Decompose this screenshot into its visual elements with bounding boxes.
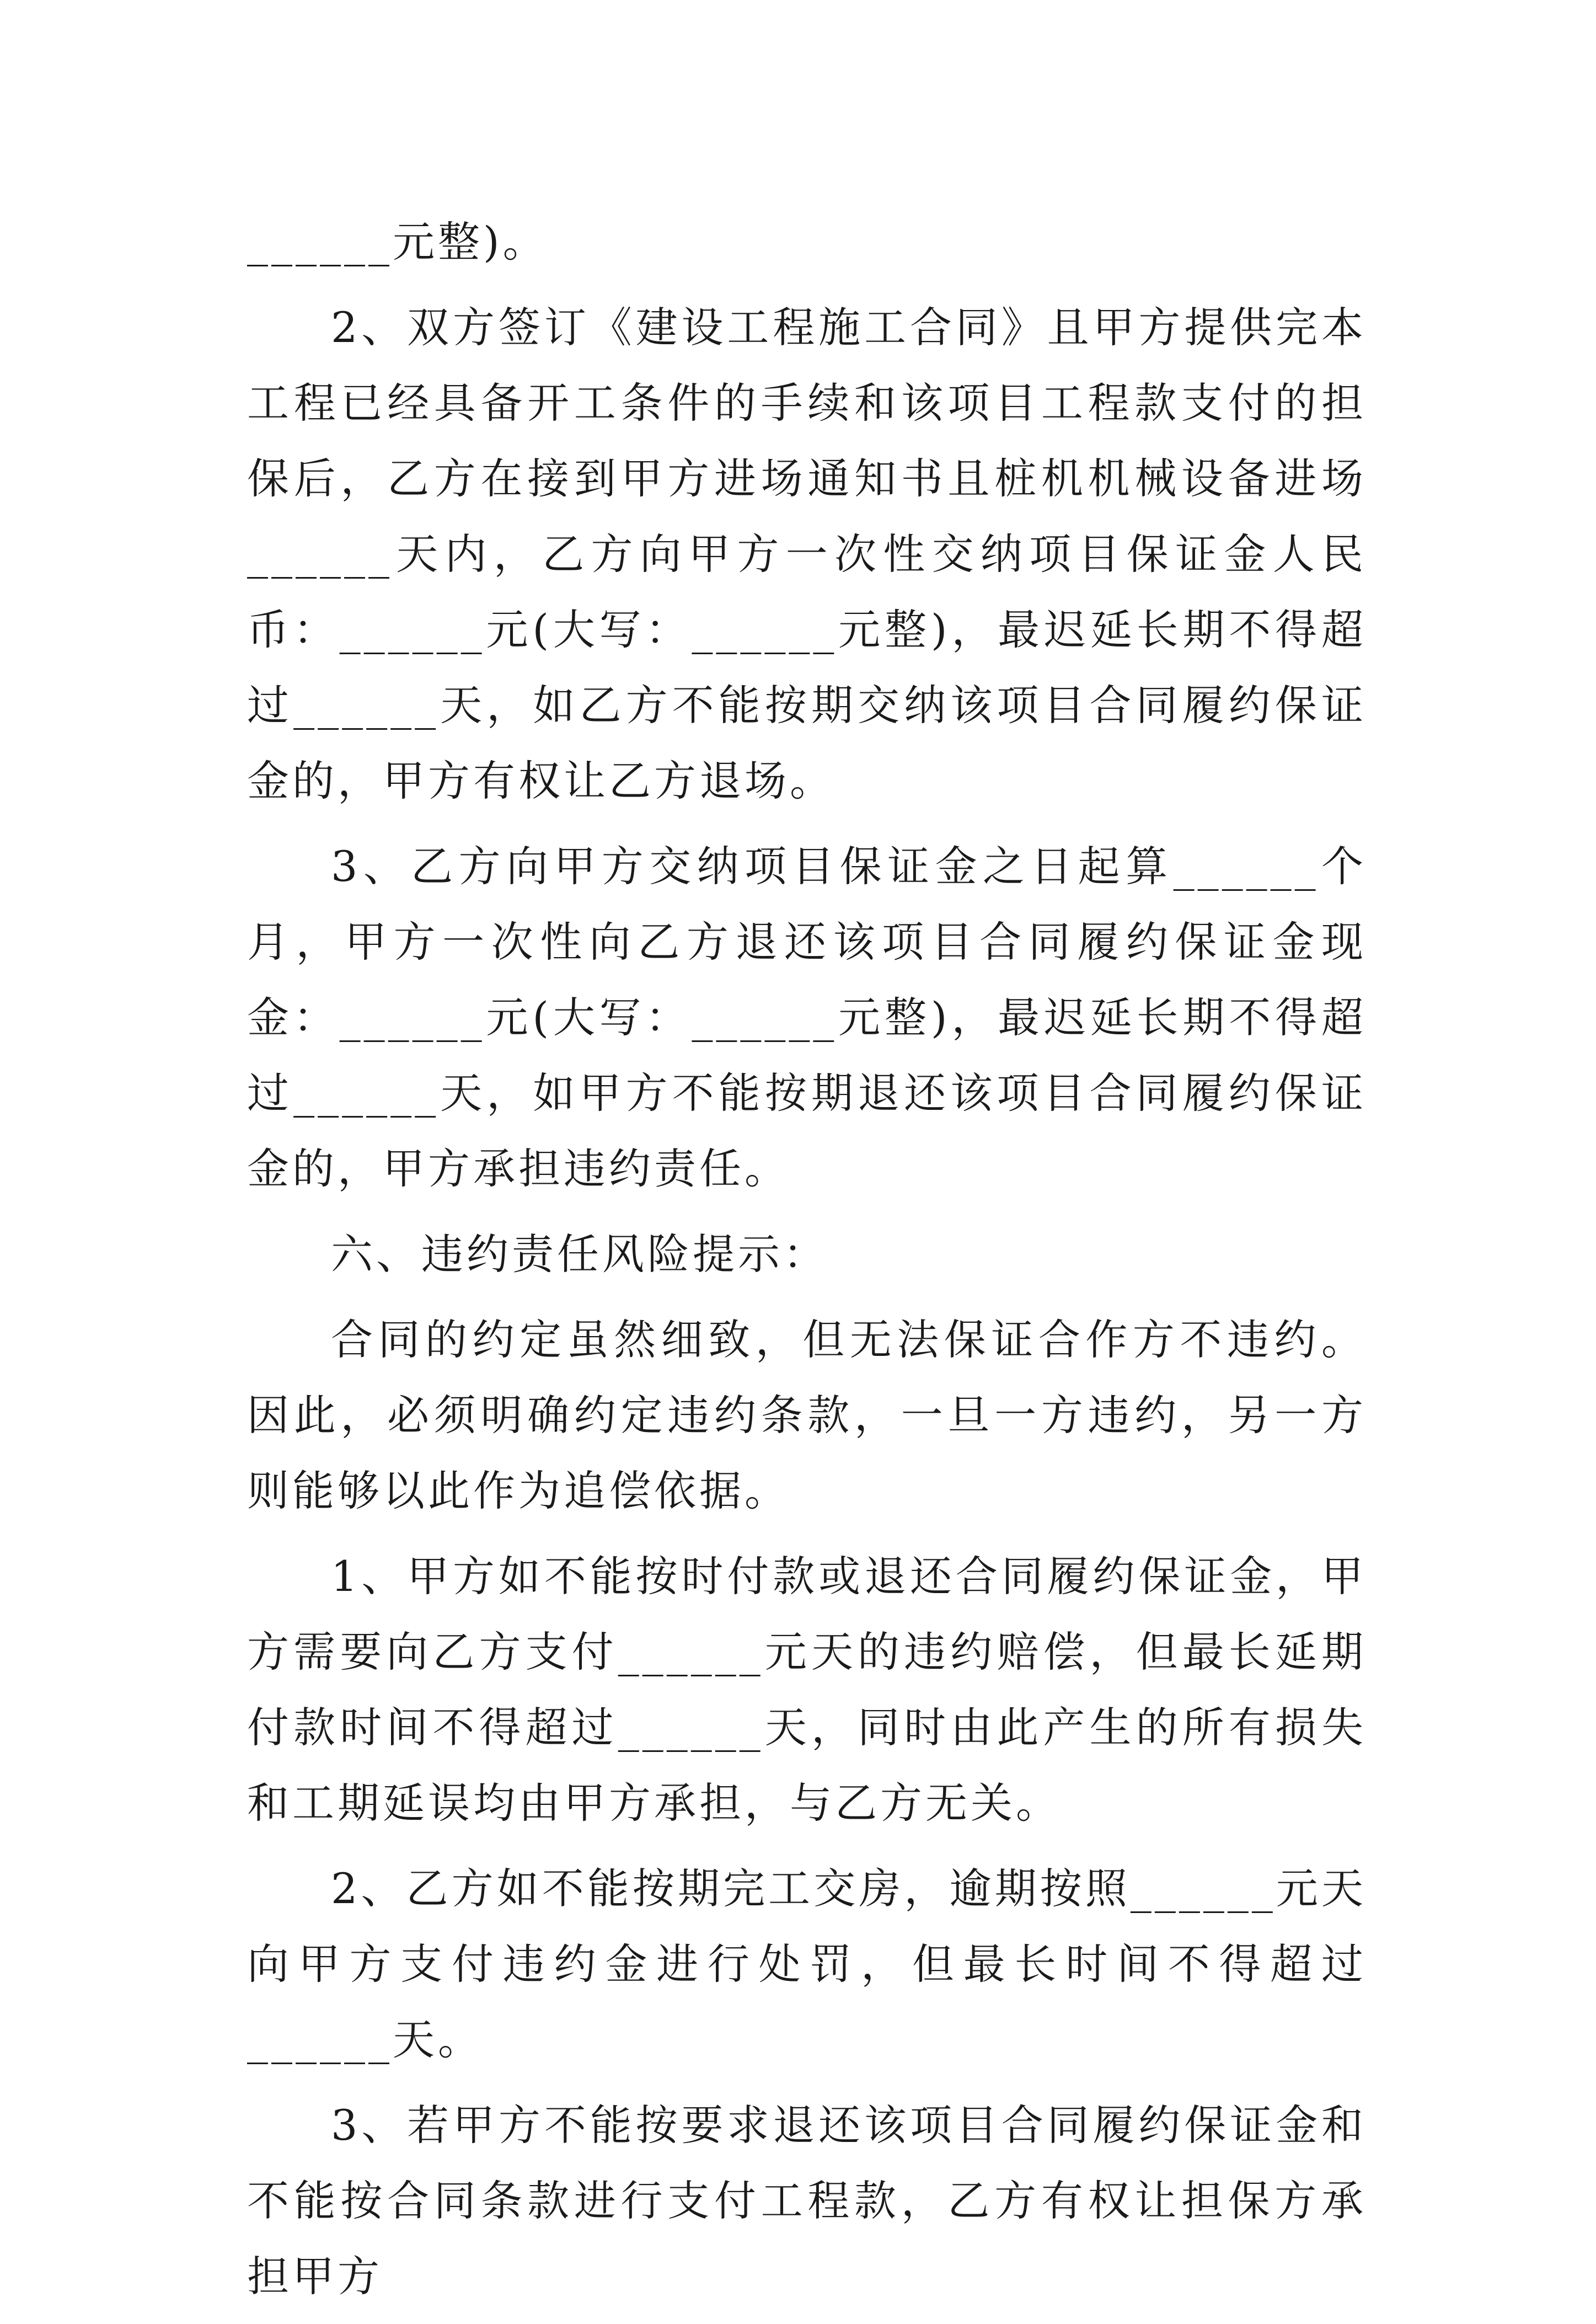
paragraph-breach-clause-2: 2、乙方如不能按期完工交房，逾期按照______元天向甲方支付违约金进行处罚，但最长时间不得超过______天。 [247,1864,1367,2064]
paragraph-breach-intro: 合同的约定虽然细致，但无法保证合作方不违约。因此，必须明确约定违约条款，一旦一方违约，另一方则能够以此作为追偿依据。 [247,1315,1367,1515]
paragraph-continuation: ______元整)。 [247,217,548,266]
document-body [247,204,1367,2324]
paragraph-breach-clause-3: 3、若甲方不能按要求退还该项目合同履约保证金和不能按合同条款进行支付工程款，乙方有权让担保方承担甲方 [247,2101,1367,2301]
section-heading-breach-liability: 六、违约责任风险提示： [331,1230,828,1279]
paragraph-clause-2-deposit: 2、双方签订《建设工程施工合同》且甲方提供完本工程已经具备开工条件的手续和该项目工程款支付的担保后，乙方在接到甲方进场通知书且桩机机械设备进场______天内，乙方向甲方一次性交纳项目保证金人民币：______元(大写：______元整)，最迟延长期不得超过______天，如乙方不能按期交纳该项目合同履约保证金的，甲方有权让乙方退场。 [247,303,1367,805]
paragraph-breach-clause-1: 1、甲方如不能按时付款或退还合同履约保证金，甲方需要向乙方支付______元天的违约赔偿，但最长延期付款时间不得超过______天，同时由此产生的所有损失和工期延误均由甲方承担，与乙方无关。 [247,1552,1367,1828]
paragraph-clause-3-refund: 3、乙方向甲方交纳项目保证金之日起算______个月，甲方一次性向乙方退还该项目合同履约保证金现金：______元(大写：______元整)，最迟延长期不得超过______天，如甲方不能按期退还该项目合同履约保证金的，甲方承担违约责任。 [247,842,1367,1193]
